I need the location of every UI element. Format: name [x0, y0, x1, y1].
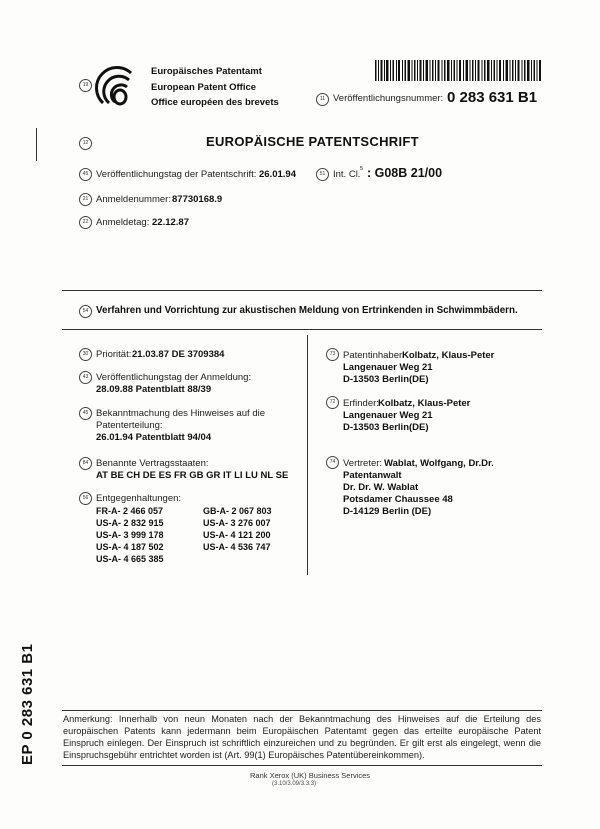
- inid-code-73: 73: [326, 348, 339, 361]
- inid-code-84: 84: [79, 457, 92, 470]
- document-type: EUROPÄISCHE PATENTSCHRIFT: [206, 134, 419, 149]
- separator-bottom: [62, 765, 542, 766]
- inid-code-12: 12: [79, 137, 92, 150]
- proprietor-street: Langenauer Weg 21: [343, 362, 433, 373]
- representative-line-5: D-14129 Berlin (DE): [343, 506, 432, 517]
- side-publication-number: EP 0 283 631 B1: [19, 643, 36, 765]
- citation: US-A- 4 536 747: [203, 542, 271, 552]
- inventor-city: D-13503 Berlin(DE): [343, 422, 429, 433]
- office-names: [151, 64, 279, 111]
- citation: US-A- 4 187 502: [96, 542, 164, 552]
- int-cl-superscript: 5: [360, 166, 364, 172]
- designated-states-label: Benannte Vertragsstaaten:: [96, 458, 209, 469]
- inid-code-45b: 45: [79, 407, 92, 420]
- representative-line-2: Patentanwalt: [343, 470, 402, 481]
- int-cl-value: : G08B 21/00: [367, 166, 443, 180]
- inid-code-74: 74: [326, 456, 339, 469]
- citation: GB-A- 2 067 803: [203, 506, 272, 516]
- proprietor-name: Kolbatz, Klaus-Peter: [402, 350, 495, 361]
- printer-info: Rank Xerox (UK) Business Services: [250, 771, 371, 780]
- inid-code-51: 51: [316, 168, 329, 181]
- inventor-name: Kolbatz, Klaus-Peter: [378, 398, 471, 409]
- grant-mention-label-1: Bekanntmachung des Hinweises auf die: [96, 408, 265, 419]
- proprietor-city: D-13503 Berlin(DE): [343, 374, 429, 385]
- publication-number: 0 283 631 B1: [447, 89, 538, 106]
- citation: FR-A- 2 466 057: [96, 506, 164, 516]
- inid-code-22: 22: [79, 216, 92, 229]
- application-number: 87730168.9: [172, 194, 223, 205]
- application-number-label: Anmeldenummer:: [96, 194, 171, 205]
- citation: US-A- 2 832 915: [96, 518, 164, 528]
- inid-code-11: 11: [316, 93, 329, 106]
- separator-note: [62, 710, 542, 711]
- inventor-street: Langenauer Weg 21: [343, 410, 433, 421]
- citation: US-A- 4 665 385: [96, 554, 164, 564]
- proprietor-label: Patentinhaber:: [343, 350, 405, 361]
- column-divider: [307, 335, 308, 575]
- grant-mention-label-2: Patenterteilung:: [96, 420, 163, 431]
- representative-label: Vertreter:: [343, 458, 383, 469]
- inid-code-19: 19: [79, 79, 92, 92]
- grant-publication-date-label: Veröffentlichungstag der Patentschrift:: [96, 169, 257, 180]
- representative-line-3: Dr. Dr. W. Wablat: [343, 482, 419, 493]
- inid-code-54: 54: [79, 305, 92, 318]
- inventor-label: Erfinder:: [343, 398, 379, 409]
- grant-mention-value: 26.01.94 Patentblatt 94/04: [96, 432, 212, 443]
- inid-code-45: 45: [79, 168, 92, 181]
- inid-code-21: 21: [79, 193, 92, 206]
- citation: US-A- 3 999 178: [96, 530, 164, 540]
- representative-name: Wablat, Wolfgang, Dr.Dr.: [384, 458, 494, 469]
- publication-number-label: Veröffentlichungsnummer:: [333, 93, 444, 104]
- grant-publication-date: 26.01.94: [259, 169, 296, 180]
- invention-title: Verfahren und Vorrichtung zur akustischen Meldung von Ertrinkenden in Schwimmbädern.: [96, 305, 518, 316]
- citation: US-A- 3 276 007: [203, 518, 271, 528]
- filing-date-label: Anmeldetag:: [96, 217, 150, 228]
- separator-top: [62, 290, 542, 291]
- inid-code-30: 30: [79, 348, 92, 361]
- filing-date: 22.12.87: [152, 217, 189, 228]
- application-publication-value: 28.09.88 Patentblatt 88/39: [96, 384, 212, 395]
- barcode: [375, 60, 542, 81]
- margin-bracket: [36, 128, 37, 161]
- inid-code-43: 43: [79, 371, 92, 384]
- citations-label: Entgegenhaltungen:: [96, 493, 182, 504]
- priority-value: 21.03.87 DE 3709384: [132, 349, 225, 360]
- inid-code-56: 56: [79, 492, 92, 505]
- designated-states: AT BE CH DE ES FR GB GR IT LI LU NL SE: [96, 470, 289, 481]
- representative-line-4: Potsdamer Chaussee 48: [343, 494, 453, 505]
- printer-code: (3.10/3.09/3.3.3): [272, 781, 317, 787]
- priority-label: Priorität:: [96, 349, 132, 360]
- office-name-de: Europäisches Patentamt: [151, 66, 262, 77]
- application-publication-label: Veröffentlichungstag der Anmeldung:: [96, 372, 252, 383]
- citation: US-A- 4 121 200: [203, 530, 271, 540]
- opposition-note: Anmerkung: Innerhalb von neun Monaten nach der Bekanntmachung des Hinweises auf die Erteilung des europäischen Patents kann jedermann beim Europäischen Patentamt gegen das erteilte europäische Patent Einspruch einlegen. Der Einspruch ist schriftlich einzureichen und zu begründen. Er gilt erst als eingelegt, wenn die Einspruchsgebühr entrichtet worden ist (Art. 99(1) Europäisches Patentübereinkommen).: [63, 714, 541, 760]
- office-name-fr: Office européen des brevets: [151, 97, 279, 108]
- office-name-en: European Patent Office: [151, 81, 257, 93]
- epo-logo-icon: [93, 63, 143, 113]
- int-cl-label: Int. Cl.: [333, 169, 361, 180]
- inid-code-72: 72: [326, 396, 339, 409]
- separator-middle: [62, 329, 542, 330]
